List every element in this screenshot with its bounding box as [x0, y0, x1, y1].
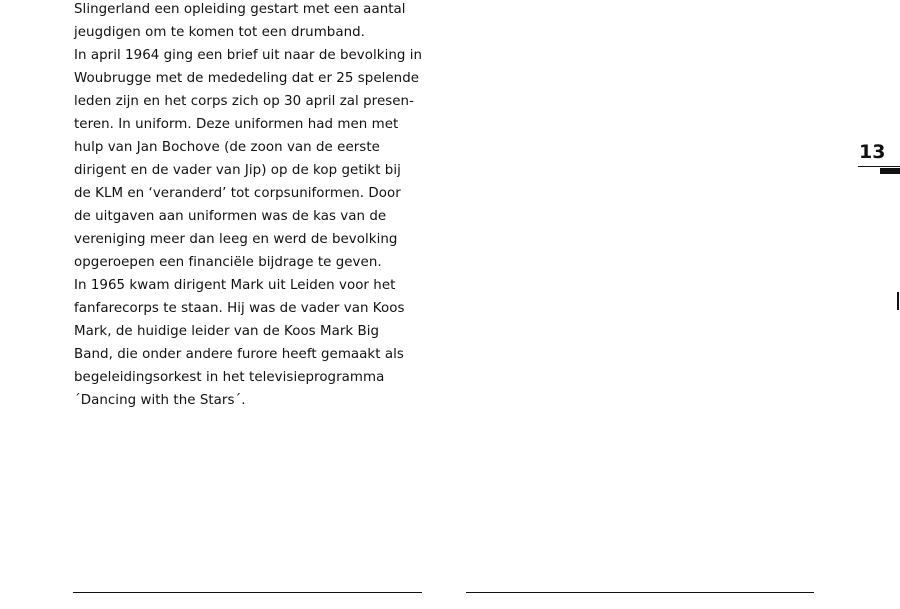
body-text-line: fanfarecorps te staan. Hij was de vader van Koos [74, 301, 405, 316]
body-text-line: jeugdigen om te komen tot een drumband. [74, 25, 365, 40]
body-text-line: hulp van Jan Bochove (de zoon van de eerste [74, 140, 380, 155]
body-text-line: Band, die onder andere furore heeft gemaakt als [74, 347, 404, 362]
body-text-line: Mark, de huidige leider van de Koos Mark Big [74, 324, 380, 339]
body-text-line: opgeroepen een financiële bijdrage te geven. [74, 255, 382, 270]
body-text-line: In 1965 kwam dirigent Mark uit Leiden voor het [74, 278, 396, 293]
page-number: 13 [859, 141, 886, 163]
body-text-line: ´Dancing with the Stars´. [74, 393, 246, 408]
footer-rule-right [466, 592, 814, 593]
body-text-line: vereniging meer dan leeg en werd de bevolking [74, 232, 398, 247]
body-text-line: begeleidingsorkest in het televisieprogramma [74, 370, 385, 385]
body-text-line: teren. In uniform. Deze uniformen had men met [74, 117, 399, 132]
page-edge-mark [897, 292, 899, 310]
body-text-line: leden zijn en het corps zich op 30 april zal presen- [74, 94, 414, 109]
page-number-rule [858, 166, 900, 167]
body-text-line: dirigent en de vader van Jip) op de kop getikt bij [74, 163, 401, 178]
footer-rule-left [73, 592, 422, 593]
body-text-line: de KLM en ‘veranderd’ tot corpsuniformen. Door [74, 186, 401, 201]
body-text-line: Woubrugge met de mededeling dat er 25 spelende [74, 71, 420, 86]
body-text-line: de uitgaven aan uniformen was de kas van de [74, 209, 387, 224]
body-text-line: In april 1964 ging een brief uit naar de bevolking in [74, 48, 423, 63]
body-text-line: Slingerland een opleiding gestart met een aantal [74, 2, 406, 17]
page-number-bar [880, 168, 900, 174]
